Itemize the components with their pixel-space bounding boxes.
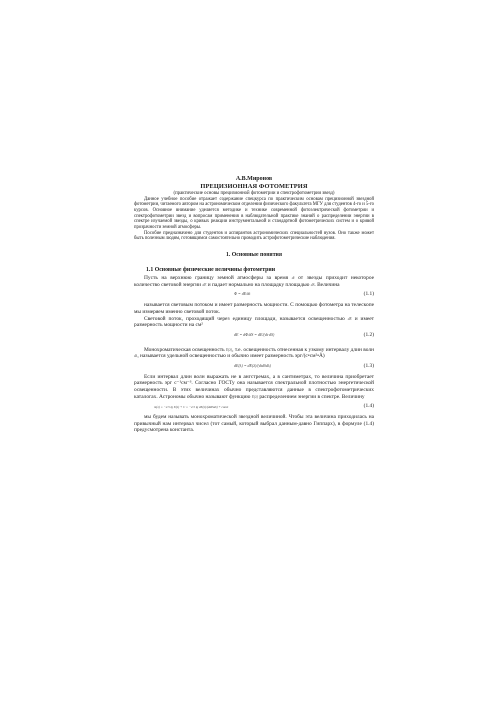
symbol-d-lambda: dλ <box>134 354 138 359</box>
author-name: А.В.Миронов <box>235 176 273 182</box>
abstract <box>134 197 374 243</box>
equation-number: (1.2) <box>363 331 374 338</box>
subsection-heading: 1.1 Основные физические величины фотометрии <box>146 267 276 274</box>
paragraph: Монохроматическая освещенность E(λ), т.е. освещенность отнесенная к узкому интервалу длин волн dλ, называется удельной освещенностью и обычно имеет размерность эрг/(с•см²•Å) <box>134 346 374 360</box>
equation-number: (1.1) <box>363 291 374 298</box>
paragraph: называется световым потоком и имеет размерность мощности. С помощью фотометра на телескопе мы измеряем именно световой поток. <box>134 302 374 315</box>
abstract-paragraph: Данное учебное пособие отражает содержание спецкурса по практическим основам прецизионной звездной фотометрии, читаемого автором на астрономическом отделении физического факультета МГУ для студентов 4-го и 5-го курсов. Основное внимание уделяется методике и технике современной фотоэлектрической фотометрии и спектрофотометрии звезд и вопросам применения в наблюдательной практике знаний о распределении энергии в спектре изучаемой звезды, о кривых реакции инструментальной и стандартной фотометрических систем и о кривой прозрачности земной атмосферы. <box>134 196 374 231</box>
document-subtitle: (практические основы прецизионной фотометрии и спектрофотометрии звезд) <box>173 190 335 196</box>
symbol-ds: dS <box>310 282 315 287</box>
paragraph: Пусть на верхнюю границу земной атмосферы за время dt от звезды приходит некоторое количество световой энергии dE и падает нормально на площадку площадью dS. Величина <box>134 275 374 288</box>
paragraph: Световой поток, проходящий через единицу площади, называется освещенностью dE и имеет размерность мощности на см² <box>134 315 374 329</box>
abstract-paragraph: Пособие предназначено для студентов и аспирантов астрономических специальностей вузов. Оно также может быть полезным людям, готовящимся самостоятельно проводить астрофотометрические наблюдения. <box>134 230 374 242</box>
section-heading: 1. Основные понятия <box>225 252 283 259</box>
equation-formula: dE(λ) = dE(λ)/(dtdSdλ) <box>234 362 271 368</box>
symbol-e-lambda: E(λ) <box>251 394 258 399</box>
equation-number: (1.4) <box>363 403 374 410</box>
equation-formula: m(λ) = −2.5 lg E(λ) + C = −2.5 lg dE(λ)/(dtdSdλ) + const <box>154 405 229 410</box>
equation-1-4 <box>134 401 374 413</box>
symbol-de: dE <box>202 282 207 287</box>
symbol-de: dE <box>347 316 352 321</box>
equation-formula: dE = dΦ/dS = dE/(dt·dS) <box>234 331 275 337</box>
paragraph: Если интервал длин волн выражать не в ангстремах, а в сантиметрах, то величина приобретает размерность эрг с⁻¹см⁻³. Согласно ГОСТу она называется спектральной плотностью энергетической освещенности. В этих величинах обычно представляются данные в спектрофотометрических каталогах. Астрономы обычно называют функцию E(λ) распределением энергии в спектре. Величину <box>134 373 374 400</box>
document-title: ПРЕЦИЗИОННАЯ ФОТОМЕТРИЯ <box>200 183 308 190</box>
equation-number: (1.3) <box>363 362 374 369</box>
symbol-e-lambda: E(λ) <box>225 347 233 352</box>
symbol-dt: dt <box>291 276 295 281</box>
equation-1-2 <box>134 330 374 342</box>
body-text <box>134 275 374 434</box>
equation-1-3 <box>134 361 374 373</box>
equation-formula: Φ = dE/dt <box>234 291 251 297</box>
paragraph: мы будем называть монохроматической звездной величиной. Чтобы эта величина приходилась на привычный нам интервал чисел (тот самый, который выбрал данным-давно Гиппарх), в формуле (1.4) предусмотрена константа. <box>134 414 374 434</box>
page-content <box>134 176 374 434</box>
equation-1-1 <box>134 289 374 301</box>
